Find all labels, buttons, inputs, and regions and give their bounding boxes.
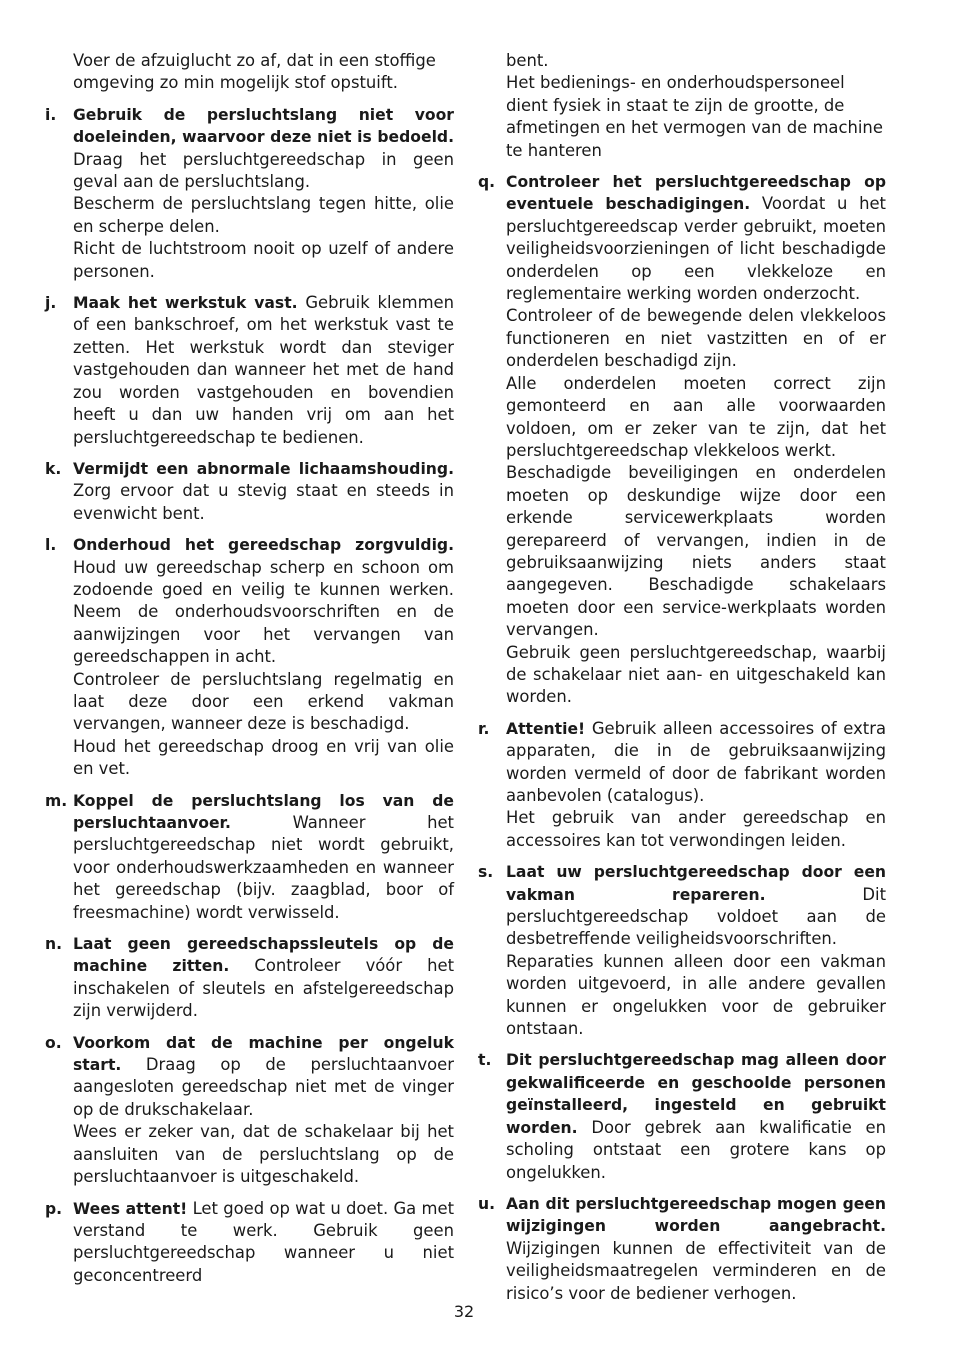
safety-item-o xyxy=(42,1032,454,1189)
left-column xyxy=(42,50,454,1296)
item-label: i. xyxy=(45,105,57,124)
item-heading: Dit persluchtgereedschap mag alleen door gekwalificeerde en geschoolde personen geïnstalleerd, ingesteld en gebruikt worden. xyxy=(506,1051,886,1137)
item-label: m. xyxy=(45,791,68,810)
item-paragraph xyxy=(506,1049,886,1183)
item-body-text: Gebruik klemmen of een bankschroef, om het werkstuk vast te zetten. Het werkstuk wordt dan steviger vastgehouden dan wanneer het met de hand zou worden vastgehouden en bovendien heeft u dan uw handen vrij om aan het persluchtgereedschap te bedienen. xyxy=(73,293,455,447)
item-paragraph xyxy=(506,718,886,808)
safety-item-i xyxy=(42,104,454,283)
item-heading: Gebruik de persluchtslang niet voor doeleinden, waarvoor deze niet is bedoeld. xyxy=(73,105,454,147)
item-heading: Controleer het persluchtgereedschap op eventuele beschadigingen. xyxy=(506,173,886,214)
right-item-list xyxy=(475,171,886,1305)
page-number: 32 xyxy=(453,1302,475,1321)
item-paragraph xyxy=(73,1032,454,1122)
item-body-text: Gebruik alleen accessoires of extra apparaten, die in de gebruiksaanwijzing worden vermeld of door de fabrikant worden aanbevolen (catalogus). xyxy=(506,718,887,805)
safety-item-s xyxy=(475,861,886,1040)
item-paragraph: Houd het gereedschap droog en vrij van olie en vet. xyxy=(73,736,454,779)
item-body-text: Door gebrek aan kwalificatie en scholing ontstaat een grotere kans op ongelukken. xyxy=(506,1117,886,1182)
item-label: p. xyxy=(45,1199,63,1218)
intro-paragraph xyxy=(42,50,454,95)
item-paragraph xyxy=(73,534,454,668)
item-body-text: Draag het persluchtgereedschap in geen geval aan de persluchtslang. xyxy=(73,149,454,192)
safety-item-p xyxy=(42,1198,454,1288)
safety-item-m xyxy=(42,790,454,924)
item-paragraph: Gebruik geen persluchtgereedschap, waarbij de schakelaar niet aan- en uitgeschakeld kan worden. xyxy=(506,642,886,707)
item-heading: Wees attent! xyxy=(73,1199,188,1218)
item-paragraph: Beschadigde beveiligingen en onderdelen moeten op deskundige wijze door een erkende servicewerkplaats worden gerepareerd of vervangen, indien in de gebruiksaanwijzing niets anders staat aangegeven. Beschadigde schakelaars moeten door een service-werkplaats worden vervangen. xyxy=(506,463,886,640)
item-paragraph xyxy=(73,1198,454,1288)
item-paragraph: Richt de luchtstroom nooit op uzelf of andere personen. xyxy=(73,239,454,281)
item-heading: Attentie! xyxy=(506,719,586,738)
item-paragraph xyxy=(73,933,454,1023)
safety-item-u xyxy=(475,1193,886,1305)
item-paragraph: Controleer of de bewegende delen vlekkeloos functioneren en niet vastzitten en of er onderdelen beschadigd zijn. xyxy=(506,306,886,371)
item-label: u. xyxy=(478,1194,496,1213)
item-paragraph: Het gebruik van ander gereedschap en accessoires kan tot verwondingen leiden. xyxy=(506,808,886,850)
safety-item-q xyxy=(475,171,886,709)
item-heading: Maak het werkstuk vast. xyxy=(73,294,298,313)
item-label: n. xyxy=(45,935,63,954)
item-label: k. xyxy=(45,459,62,478)
item-body-text: Voordat u het persluchtgereedscap verder gebruikt, moeten veiligheidsvoorzieningen of licht beschadigde onderdelen op een vlekkeloze en reglementaire werking worden onderzocht. xyxy=(506,194,886,304)
item-label: s. xyxy=(478,863,494,882)
safety-item-k xyxy=(42,458,454,525)
item-paragraph xyxy=(73,790,454,924)
item-paragraph: Bescherm de persluchtslang tegen hitte, olie en scherpe delen. xyxy=(73,194,454,236)
left-item-list xyxy=(42,104,454,1287)
item-label: j. xyxy=(45,294,57,313)
item-paragraph xyxy=(506,171,886,305)
safety-item-j xyxy=(42,292,454,449)
item-body-text: Controleer vóór het inschakelen of sleutels en afstelgereedschap zijn verwijderd. xyxy=(73,956,454,1021)
item-heading: Laat geen gereedschapssleutels op de machine zitten. xyxy=(73,935,454,976)
item-body-text: Wanneer het persluchtgereedschap niet wordt gebruikt, voor onderhoudswerkzaamheden en wanneer het gereedschap (bijv. zaagblad, boor of freesmachine) wordt verwisseld. xyxy=(73,813,454,922)
item-heading: Onderhoud het gereedschap zorgvuldig. xyxy=(73,536,454,555)
intro-text: Voer de afzuiglucht zo af, dat in een stoffige omgeving zo min mogelijk stof opstuift. xyxy=(73,51,436,93)
item-label: r. xyxy=(478,719,490,738)
item-paragraph xyxy=(73,292,454,449)
item-paragraph xyxy=(506,1193,886,1305)
item-paragraph xyxy=(73,458,454,525)
item-label: o. xyxy=(45,1033,62,1052)
continuation-paragraph xyxy=(475,50,886,162)
item-heading: Voorkom dat de machine per ongeluk start. xyxy=(73,1033,454,1075)
item-body-text: Draag op de persluchtaanvoer aangesloten gereedschap niet met de vinger op de drukschakelaar. xyxy=(73,1055,455,1119)
item-paragraph: Controleer de persluchtslang regelmatig en laat deze door een erkend vakman vervangen, wanneer deze is beschadigd. xyxy=(73,669,454,734)
item-paragraph: Alle onderdelen moeten correct zijn gemonteerd en aan alle voorwaarden voldoen, om er zeker van te zijn, dat het persluchtgereedschap vlekkeloos werkt. xyxy=(506,373,886,460)
item-label: t. xyxy=(478,1051,492,1070)
continuation-line-1: bent. xyxy=(506,51,549,70)
item-body-text: Zorg ervoor dat u stevig staat en steeds in evenwicht bent. xyxy=(73,481,454,523)
item-body-text: Let goed op wat u doet. Ga met verstand te werk. Gebruik geen persluchtgereedschap wanneer u niet geconcentreerd xyxy=(73,1198,454,1285)
item-body-text: Houd uw gereedschap scherp en schoon om zodoende goed en veilig te kunnen werken. Neem de onderhoudsvoorschriften en de aanwijzingen voor het vervangen van gereedschappen in acht. xyxy=(73,557,454,667)
item-body-text: Dit persluchtgereedschap voldoet aan de desbetreffende veiligheidsvoorschriften. xyxy=(506,884,886,949)
item-heading: Laat uw persluchtgereedschap door een vakman repareren. xyxy=(506,863,886,904)
item-paragraph: Wees er zeker van, dat de schakelaar bij het aansluiten van de persluchtslang op de persluchtaanvoer is uitgeschakeld. xyxy=(73,1122,454,1187)
item-body-text: Wijzigingen kunnen de effectiviteit van de veiligheidsmaatregelen verminderen en de risico’s voor de bediener verhogen. xyxy=(506,1238,886,1303)
item-heading: Koppel de persluchtslang los van de persluchtaanvoer. xyxy=(73,791,454,832)
item-label: l. xyxy=(45,536,57,555)
item-paragraph xyxy=(506,861,886,951)
item-heading: Vermijdt een abnormale lichaamshouding. xyxy=(73,459,454,478)
right-column xyxy=(475,50,886,1314)
safety-item-l xyxy=(42,534,454,780)
item-heading: Aan dit persluchtgereedschap mogen geen wijzigingen worden aangebracht. xyxy=(506,1194,886,1236)
safety-item-n xyxy=(42,933,454,1023)
safety-item-r xyxy=(475,718,886,852)
safety-item-t xyxy=(475,1049,886,1183)
item-label: q. xyxy=(478,173,496,192)
item-paragraph: Reparaties kunnen alleen door een vakman worden uitgevoerd, in alle andere gevallen kunnen er ongelukken voor de gebruiker ontstaan. xyxy=(506,951,886,1039)
continuation-line-2: Het bedienings- en onderhoudspersoneel dient fysiek in staat te zijn de grootte, de afmetingen en het vermogen van de machine te hanteren xyxy=(506,73,883,160)
item-paragraph xyxy=(73,104,454,194)
